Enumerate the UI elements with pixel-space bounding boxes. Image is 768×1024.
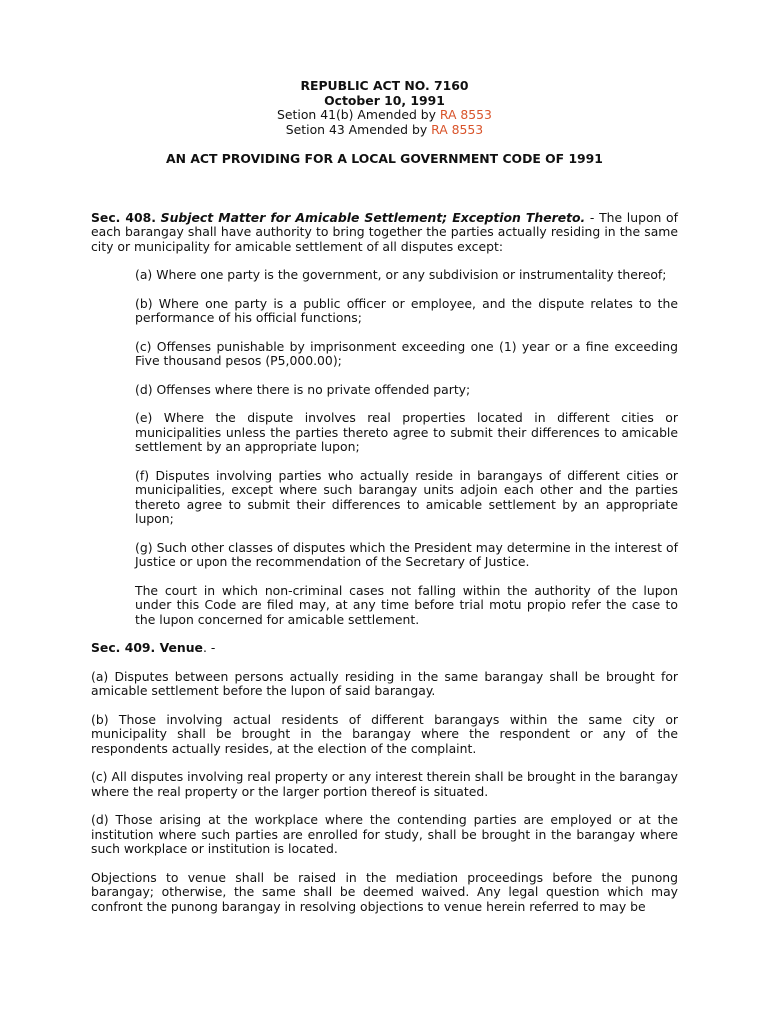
sec-408-title: Subject Matter for Amicable Settlement; Exception Thereto. — [160, 209, 586, 225]
ra-8553-link-2[interactable]: RA 8553 — [431, 121, 484, 137]
sec-408-item: (d) Offenses where there is no private offended party; — [135, 381, 471, 397]
sec-409-items — [91, 670, 678, 915]
amendment-line-2 — [91, 123, 678, 138]
amendment-line-1 — [91, 108, 678, 123]
sec-409-objections: Objections to venue shall be raised in the mediation proceedings before the punong barangay; otherwise, the same shall be deemed waived. Any legal question which may confront the punong barangay in resolving objections to venue herein referred to may be — [91, 869, 678, 914]
sec-408-number: Sec. 408. — [91, 209, 156, 225]
sec-408-item: (c) Offenses punishable by imprisonment exceeding one (1) year or a fine exceeding Five thousand pesos (P5,000.00); — [135, 338, 678, 368]
act-title: AN ACT PROVIDING FOR A LOCAL GOVERNMENT CODE OF 1991 — [166, 151, 603, 166]
sec-408-closing: The court in which non-criminal cases not falling within the authority of the lupon under this Code are filed may, at any time before trial motu propio refer the case to the lupon concerned for amicable settlement. — [135, 582, 678, 627]
sec-408-item: (a) Where one party is the government, or any subdivision or instrumentality thereof; — [135, 267, 667, 282]
document-header — [91, 79, 678, 137]
sec-409-item: (d) Those arising at the workplace where the contending parties are employed or at the institution where such parties are enrolled for study, shall be brought in the barangay where such workplace or institution is located. — [91, 812, 678, 856]
sec-409-item: (a) Disputes between persons actually residing in the same barangay shall be brought for amicable settlement before the lupon of said barangay. — [91, 668, 678, 698]
sec-409-title: Sec. 409. Venue — [91, 640, 203, 655]
ra-8553-link-1[interactable]: RA 8553 — [439, 107, 492, 122]
sec-408-item: (b) Where one party is a public officer or employee, and the dispute relates to the performance of his official functions; — [135, 295, 678, 325]
act-date: October 10, 1991 — [324, 92, 445, 108]
sec-409-heading — [91, 641, 678, 656]
amendment-text-2: Setion 43 Amended by — [285, 121, 432, 137]
sec-408-paragraph — [91, 211, 678, 255]
sec-408-item: (g) Such other classes of disputes which the President may determine in the interest of Justice or upon the recommendation of the Secretary of Justice. — [135, 539, 678, 569]
sec-409-suffix: . - — [202, 640, 216, 655]
sec-408-item: (e) Where the dispute involves real properties located in different cities or municipalities unless the parties thereto agree to submit their differences to amicable settlement by an appropriate lupon; — [135, 410, 678, 454]
act-number: REPUBLIC ACT NO. 7160 — [300, 78, 469, 93]
sec-408-item: (f) Disputes involving parties who actually reside in barangays of different cities or municipalities, except where such barangay units adjoin each other and the parties thereto agree to submit their differences to amicable settlement by an appropriate lupon; — [135, 467, 678, 526]
sec-408-body: - The lupon of each barangay shall have authority to bring together the parties actually residing in the same city or municipality for amicable settlement of all disputes except: — [91, 209, 678, 254]
document-page — [91, 79, 678, 914]
sec-409-item: (b) Those involving actual residents of different barangays within the same city or municipality shall be brought in the barangay where the respondent or any of the respondents actually resides, at the election of the complaint. — [91, 711, 678, 756]
sec-408-items — [135, 268, 678, 627]
amendment-text-1: Setion 41(b) Amended by — [277, 107, 440, 122]
sec-409-item: (c) All disputes involving real property or any interest therein shall be brought in the barangay where the real property or the larger portion thereof is situated. — [91, 769, 678, 799]
